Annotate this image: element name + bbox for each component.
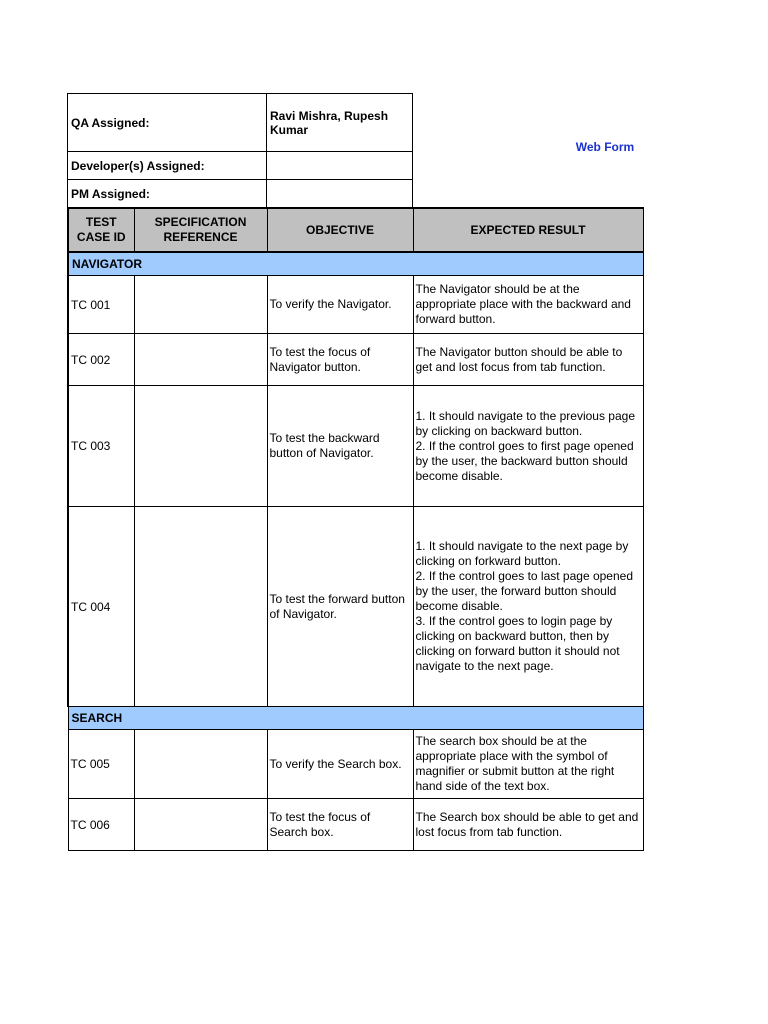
expected-result bbox=[413, 386, 643, 507]
table-row bbox=[68, 507, 643, 707]
table-header-row bbox=[68, 208, 643, 252]
test-case-id: TC 001 bbox=[68, 276, 134, 334]
pm-assigned-label: PM Assigned: bbox=[67, 179, 267, 208]
table-row bbox=[68, 334, 643, 386]
expected-result bbox=[413, 799, 643, 851]
expected-result-line: 1. It should navigate to the previous page by clicking on backward button. bbox=[415, 408, 635, 438]
expected-result bbox=[413, 334, 643, 386]
objective: To test the forward button of Navigator. bbox=[267, 507, 413, 707]
expected-result-line: 2. If the control goes to first page opened by the user, the backward button should become disable. bbox=[415, 438, 634, 483]
test-case-id: TC 004 bbox=[68, 507, 134, 707]
test-case-id: TC 005 bbox=[68, 730, 134, 799]
test-case-table bbox=[67, 207, 644, 851]
table-row bbox=[68, 799, 643, 851]
section-title: SEARCH bbox=[68, 707, 643, 730]
spec-reference bbox=[134, 799, 267, 851]
expected-result bbox=[413, 276, 643, 334]
spec-reference bbox=[134, 334, 267, 386]
objective: To test the focus of Navigator button. bbox=[267, 334, 413, 386]
expected-result-line: 2. If the control goes to last page opened by the user, the forward button should become disable. bbox=[415, 569, 633, 613]
section-row-search bbox=[68, 707, 643, 730]
qa-assigned-value: Ravi Mishra, Rupesh Kumar bbox=[266, 93, 413, 152]
developer-assigned-value bbox=[266, 151, 413, 180]
spec-reference bbox=[134, 730, 267, 799]
test-case-id: TC 002 bbox=[68, 334, 134, 386]
spec-reference bbox=[134, 276, 267, 334]
table-row bbox=[68, 730, 643, 799]
objective: To verify the Navigator. bbox=[267, 276, 413, 334]
expected-result bbox=[413, 730, 643, 799]
expected-result-line: 1. It should navigate to the next page by clicking on forkward button. bbox=[415, 539, 629, 568]
column-header-test-case-id: TEST CASE ID bbox=[68, 208, 134, 252]
expected-result-line: The Navigator button should be able to get and lost focus from tab function. bbox=[415, 344, 623, 374]
column-header-objective: OBJECTIVE bbox=[267, 208, 413, 252]
expected-result-line: The search box should be at the appropriate place with the symbol of magnifier or submit button at the right hand side of the text box. bbox=[415, 734, 615, 793]
column-header-specification-reference: SPECIFICATION REFERENCE bbox=[134, 208, 267, 252]
spec-reference bbox=[134, 386, 267, 507]
section-row-navigator bbox=[68, 252, 643, 276]
expected-result bbox=[413, 507, 643, 707]
table-row bbox=[68, 276, 643, 334]
objective: To test the backward button of Navigator. bbox=[267, 386, 413, 507]
test-case-id: TC 003 bbox=[68, 386, 134, 507]
test-case-id: TC 006 bbox=[68, 799, 134, 851]
expected-result-line: The Search box should be able to get and lost focus from tab function. bbox=[415, 809, 639, 839]
developer-assigned-label: Developer(s) Assigned: bbox=[67, 151, 267, 180]
objective: To verify the Search box. bbox=[267, 730, 413, 799]
spec-reference bbox=[134, 507, 267, 707]
column-header-expected-result: EXPECTED RESULT bbox=[413, 208, 643, 252]
expected-result-line: 3. If the control goes to login page by clicking on backward button, then by clicking on forward button it should not navigate to the next page. bbox=[415, 614, 620, 673]
web-form-title: Web Form bbox=[575, 140, 635, 154]
section-title: NAVIGATOR bbox=[68, 252, 643, 276]
expected-result-line: The Navigator should be at the appropriate place with the backward and forward button. bbox=[415, 282, 631, 326]
pm-assigned-value bbox=[266, 179, 413, 208]
table-row bbox=[68, 386, 643, 507]
objective: To test the focus of Search box. bbox=[267, 799, 413, 851]
qa-assigned-label: QA Assigned: bbox=[67, 93, 267, 152]
